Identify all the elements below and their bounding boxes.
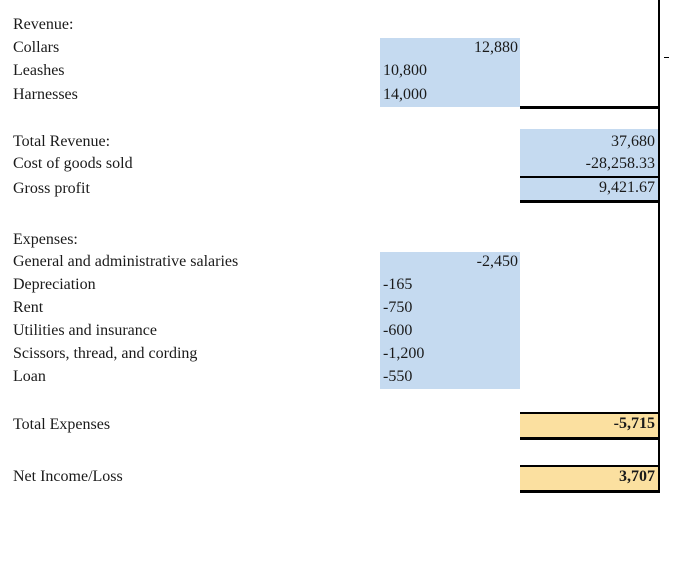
rent-value: -750 bbox=[383, 299, 413, 316]
harnesses-label: Harnesses bbox=[13, 86, 78, 103]
total-revenue-value: 37,680 bbox=[611, 133, 655, 150]
rent-label: Rent bbox=[13, 299, 44, 316]
expenses-heading: Expenses: bbox=[13, 231, 78, 248]
collars-value: 12,880 bbox=[474, 39, 518, 56]
total-expenses-value: -5,715 bbox=[613, 415, 655, 432]
loan-value: -550 bbox=[383, 368, 413, 385]
collars-label: Collars bbox=[13, 39, 60, 56]
scissors-value: -1,200 bbox=[383, 345, 425, 362]
loan-label: Loan bbox=[13, 368, 46, 385]
salaries-value: -2,450 bbox=[476, 253, 518, 270]
net-income-label: Net Income/Loss bbox=[13, 468, 123, 485]
gross-profit-underline bbox=[520, 200, 660, 203]
total-revenue-label: Total Revenue: bbox=[13, 133, 111, 150]
cogs-label: Cost of goods sold bbox=[13, 155, 133, 172]
net-income-value: 3,707 bbox=[619, 468, 655, 485]
total-expenses-underline bbox=[520, 437, 660, 440]
revenue-heading: Revenue: bbox=[13, 16, 74, 33]
gross-profit-label: Gross profit bbox=[13, 180, 90, 197]
depreciation-value: -165 bbox=[383, 276, 413, 293]
utilities-value: -600 bbox=[383, 322, 413, 339]
leashes-label: Leashes bbox=[13, 62, 65, 79]
cogs-value: -28,258.33 bbox=[585, 155, 655, 172]
salaries-label: General and administrative salaries bbox=[13, 253, 239, 270]
total-expenses-label: Total Expenses bbox=[13, 416, 111, 433]
utilities-label: Utilities and insurance bbox=[13, 322, 157, 339]
gross-profit-value: 9,421.67 bbox=[599, 179, 655, 196]
harnesses-value: 14,000 bbox=[383, 86, 427, 103]
right-border bbox=[658, 0, 660, 493]
net-income-underline bbox=[520, 490, 660, 493]
leashes-value: 10,800 bbox=[383, 62, 427, 79]
revenue-underline bbox=[520, 106, 660, 109]
right-tick bbox=[664, 57, 669, 58]
scissors-label: Scissors, thread, and cording bbox=[13, 345, 198, 362]
depreciation-label: Depreciation bbox=[13, 276, 96, 293]
